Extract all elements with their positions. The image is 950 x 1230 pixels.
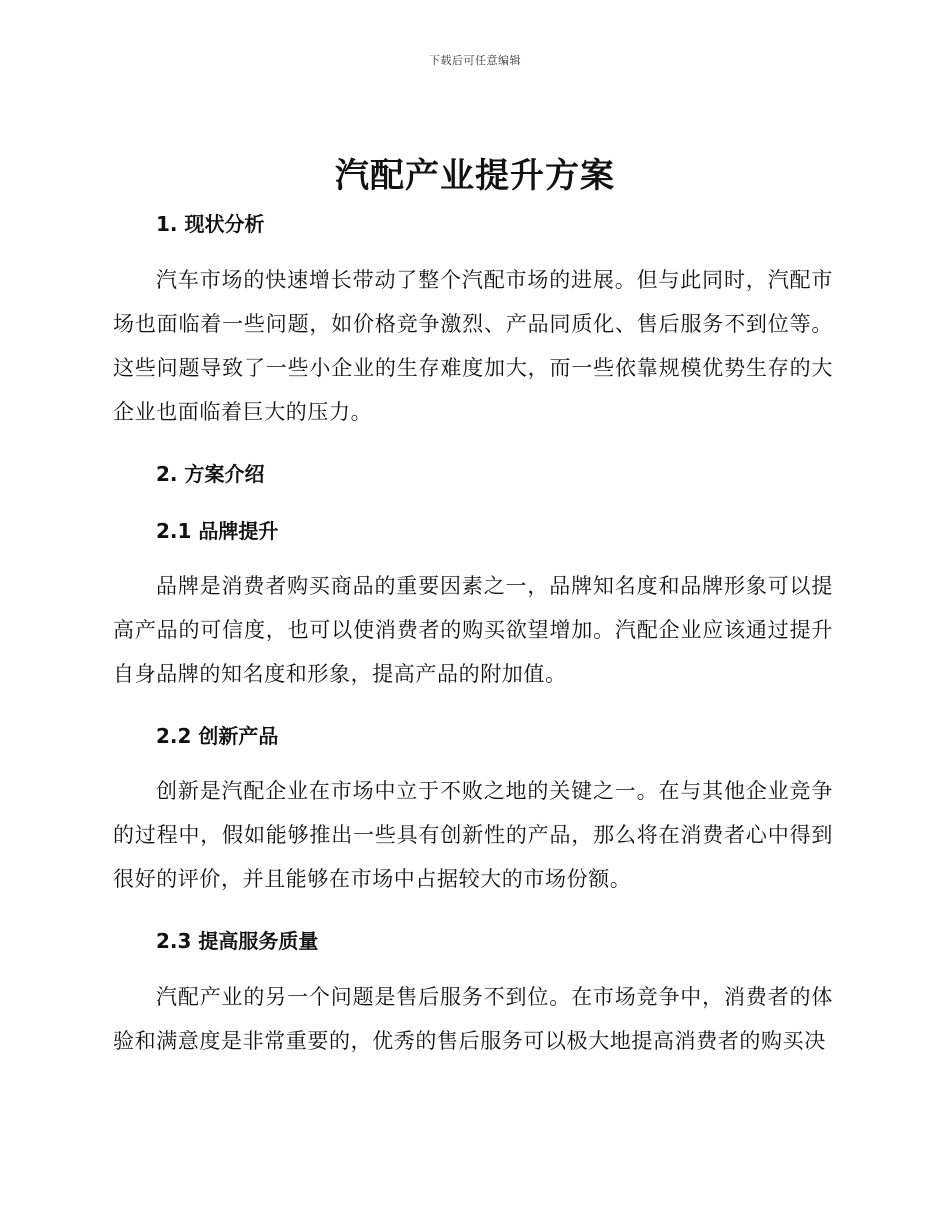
- section-paragraph-2-2: 创新是汽配企业在市场中立于不败之地的关键之一。在与其他企业竞争的过程中，假如能够推出一些具有创新性的产品，那么将在消费者心中得到很好的评价，并且能够在市场中占据较大的市场份额。: [113, 779, 833, 891]
- section-paragraph-2-1: 品牌是消费者购买商品的重要因素之一，品牌知名度和品牌形象可以提高产品的可信度，也可以使消费者的购买欲望增加。汽配企业应该通过提升自身品牌的知名度和形象，提高产品的附加值。: [113, 574, 833, 686]
- section-heading-2: 2. 方案介绍: [156, 462, 265, 486]
- section-paragraph-1: 汽车市场的快速增长带动了整个汽配市场的进展。但与此同时，汽配市场也面临着一些问题，如价格竞争激烈、产品同质化、售后服务不到位等。这些问题导致了一些小企业的生存难度加大，而一些依靠规模优势生存的大企业也面临着巨大的压力。: [113, 268, 833, 424]
- header-note: 下载后可任意编辑: [429, 54, 521, 67]
- section-heading-2-2: 2.2 创新产品: [156, 724, 279, 748]
- section-heading-2-3: 2.3 提高服务质量: [156, 929, 319, 953]
- document-title: 汽配产业提升方案: [335, 156, 615, 196]
- section-paragraph-2-3: 汽配产业的另一个问题是售后服务不到位。在市场竞争中，消费者的体验和满意度是非常重要的，优秀的售后服务可以极大地提高消费者的购买决: [113, 985, 833, 1053]
- section-heading-2-1: 2.1 品牌提升: [156, 519, 279, 543]
- section-heading-1: 1. 现状分析: [156, 212, 265, 236]
